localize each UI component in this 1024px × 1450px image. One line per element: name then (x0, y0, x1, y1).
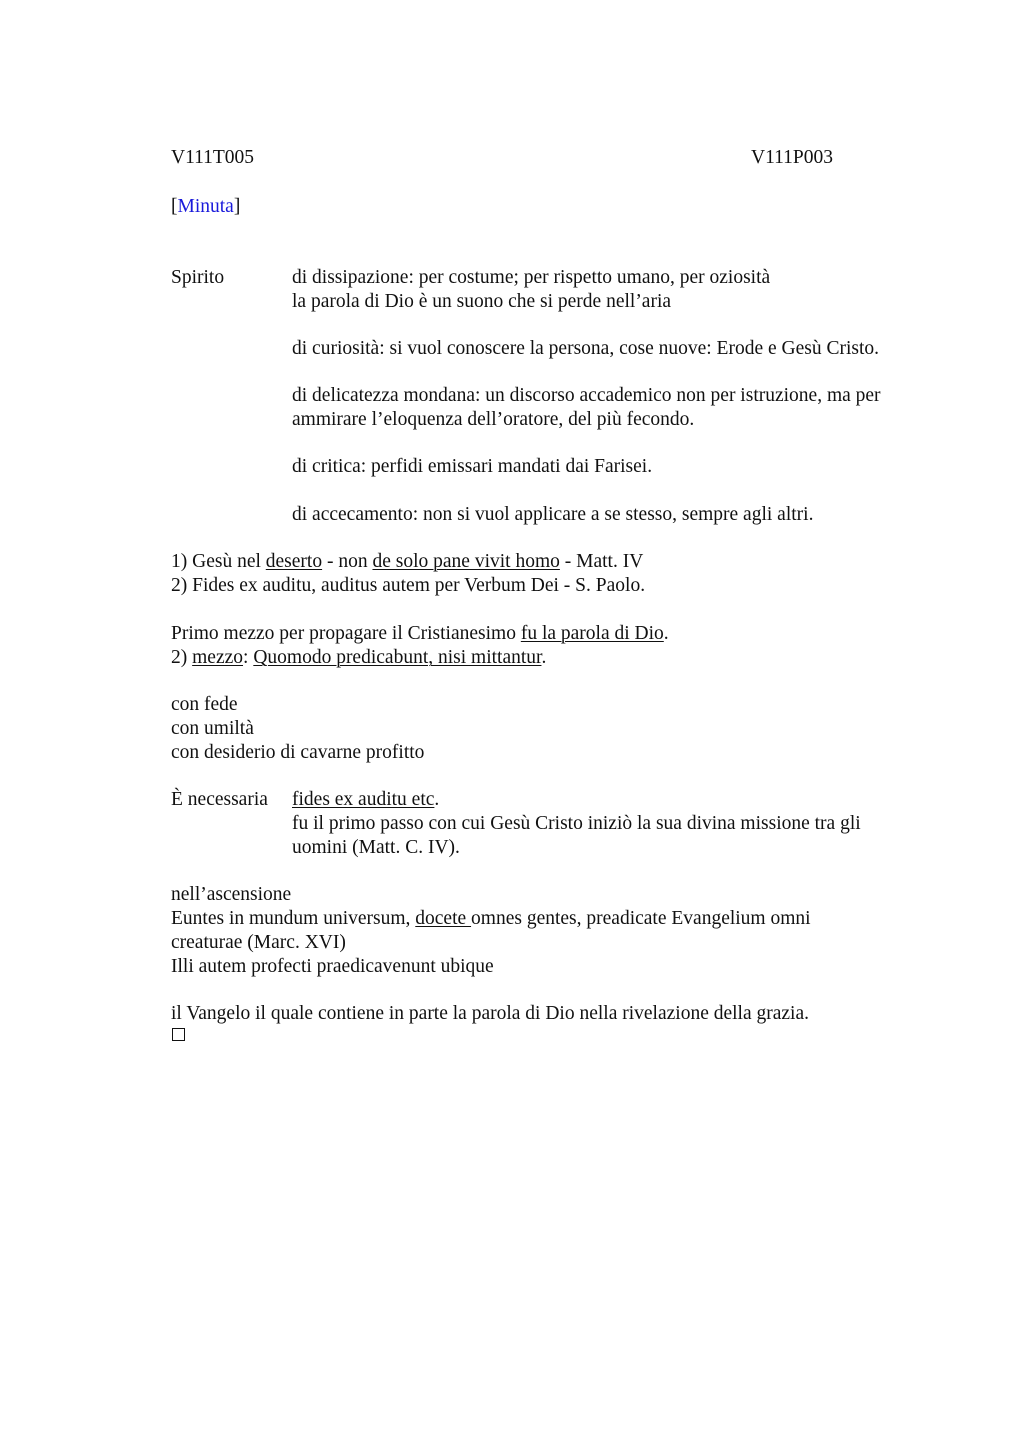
ref-text: - non (322, 551, 373, 572)
spirito-line: di curiosità: si vuol conoscere la persona, cose nuove: Erode e Gesù Cristo. (292, 338, 880, 359)
bracket-open: [ (171, 196, 178, 217)
ref-text: - Matt. IV (559, 551, 644, 572)
ascensione-line-2 (171, 907, 811, 931)
ref-text: 1) Gesù nel (171, 551, 266, 572)
con-line: con desiderio di cavarne profitto (171, 742, 425, 763)
empty-square-icon (172, 1028, 185, 1041)
ref-underlined: de solo pane vivit homo (372, 551, 560, 572)
ascensione-text: omnes gentes, preadicate Evangelium omni (471, 908, 811, 929)
ascensione-line-1: nell’ascensione (171, 884, 292, 905)
mezzo-text: Primo mezzo per propagare il Cristianesimo (171, 623, 521, 644)
ref-underlined: deserto (265, 551, 323, 572)
ref-line-1 (171, 550, 643, 574)
spirito-line: di accecamento: non si vuol applicare a se stesso, sempre agli altri. (292, 504, 814, 525)
minuta-label (171, 195, 240, 219)
spirito-line: la parola di Dio è un suono che si perde nell’aria (292, 291, 672, 312)
final-line: il Vangelo il quale contiene in parte la parola di Dio nella rivelazione della grazia. (171, 1003, 810, 1024)
header-left-code: V111T005 (171, 147, 255, 168)
mezzo-underlined: Quomodo predicabunt, nisi mittantur (253, 647, 542, 668)
necessaria-label: È necessaria (171, 789, 268, 810)
ref-line-2: 2) Fides ex auditu, auditus autem per Verbum Dei - S. Paolo. (171, 575, 646, 596)
mezzo-underlined: mezzo (192, 647, 244, 668)
spirito-line: di critica: perfidi emissari mandati dai Farisei. (292, 456, 653, 477)
mezzo-line-2 (171, 646, 546, 670)
mezzo-text: : (243, 647, 254, 668)
header-right-code: V111P003 (751, 147, 833, 168)
necessaria-text: . (434, 789, 440, 810)
mezzo-line-1 (171, 622, 669, 646)
mezzo-text: . (663, 623, 669, 644)
ascensione-line-3: creaturae (Marc. XVI) (171, 932, 346, 953)
spirito-label: Spirito (171, 267, 225, 288)
bracket-close: ] (233, 196, 241, 217)
spirito-line: di delicatezza mondana: un discorso accademico non per istruzione, ma per (292, 385, 881, 406)
con-line: con umiltà (171, 718, 254, 739)
con-line: con fede (171, 694, 238, 715)
necessaria-line-1 (292, 788, 439, 812)
mezzo-text: 2) (171, 647, 193, 668)
mezzo-text: . (541, 647, 547, 668)
ascensione-underlined: docete (415, 908, 472, 929)
spirito-line: ammirare l’eloquenza dell’oratore, del più fecondo. (292, 409, 695, 430)
necessaria-line-3: uomini (Matt. C. IV). (292, 837, 460, 858)
mezzo-underlined: fu la parola di Dio (520, 623, 664, 644)
ascensione-line-4: Illi autem profecti praedicavenunt ubique (171, 956, 494, 977)
ascensione-text: Euntes in mundum universum, (171, 908, 416, 929)
necessaria-underlined: fides ex auditu etc (292, 789, 435, 810)
necessaria-line-2: fu il primo passo con cui Gesù Cristo iniziò la sua divina missione tra gli (292, 813, 861, 834)
minuta-link[interactable]: Minuta (177, 196, 234, 217)
spirito-line: di dissipazione: per costume; per rispetto umano, per oziosità (292, 267, 771, 288)
